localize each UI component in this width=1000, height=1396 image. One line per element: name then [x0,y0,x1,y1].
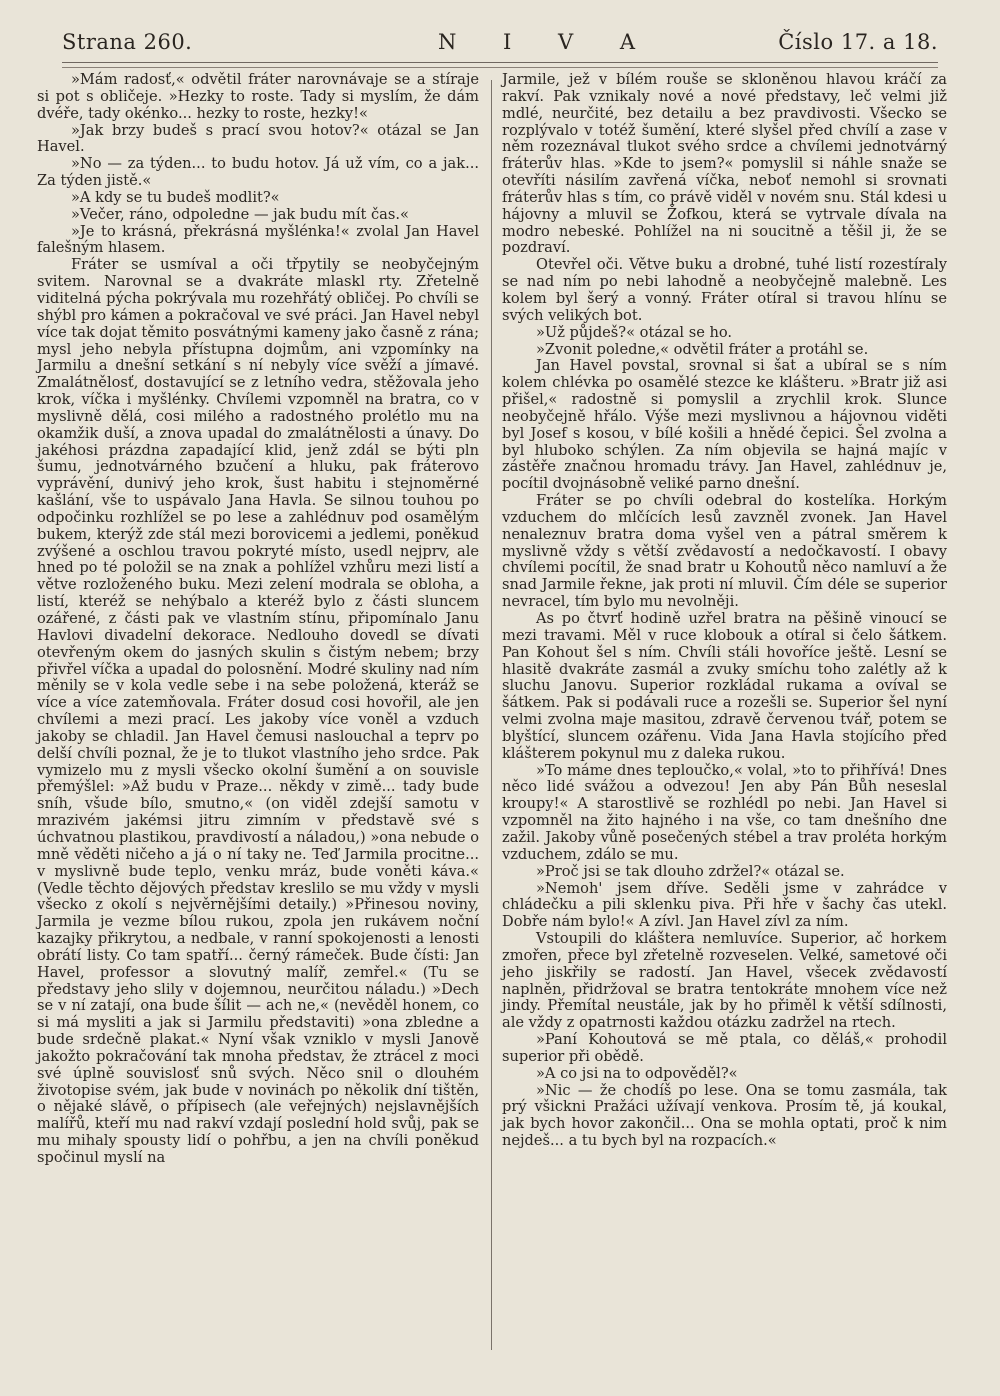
paragraph: »A kdy se tu budeš modlit?« [71,188,280,206]
paragraph: »Nemoh' jsem dříve. Seděli jsme v zahrádce v chládečku a pili sklenku piva. Při hře v šachy čas utekl. Dobře nám bylo!« A zívl. Jan Havel zívl za ním. [502,879,947,931]
paragraph: Otevřel oči. Větve buku a drobné, tuhé listí rozestíraly se nad ním po nebi lahodně a neobyčejně malebně. Les kolem byl šerý a vonný. Fráter otíral si travou hlínu se svých velikých bot. [502,256,947,324]
paragraph: »Zvonit poledne,« odvětil fráter a protáhl se. [536,340,869,358]
paragraph: »To máme dnes teploučko,« volal, »to to přihřívá! Dnes něco lidé svážou a odvezou! Jen aby Pán Bůh neseslal kroupy!« A starostlivě se rozhlédl po nebi. Jan Havel si vzpomněl na žito hajného i na vše, co tam dnešního dne zažil. Jakoby vůně posečených stébel a trav proléta horkým vzduchem, zdálo se mu. [502,761,947,863]
paragraph: Fráter se usmíval a oči třpytily se neobyčejným svitem. Narovnal se a dvakráte mlaskl rty. Zřetelně viditelná pýcha pokrývala mu rozehřátý obličej. Po chvíli se shýbl pro kámen a pokračoval ve své práci. Jan Havel nebyl více tak dojat těmito posvátnými kameny jako časně z rána; mysl jeho nebyla přístupna dojmům, ani vzpomínky na Jarmilu a dnešní setkání s ní nebyly více svěží a jímavé. Zmalátnělosť, dostavující se z letního vedra, stěžovala jeho krok, víčka i myšlénky. Chvílemi vzpomněl na bratra, co v myslivně dělá, cosi milého a radostného prolétlo mu na okamžik duší, a znova upadal do zmalátnělosti a únavy. Do jakéhosi prázdna zapadající klid, jenž zdál se býti pln šumu, jednotvárného bzučení a hluku, pak fráterovo vyprávění, dunivý jeho krok, šust habitu i stejnoměrné kašlání, vše to uspávalo Jana Havla. Se silnou touhou po odpočinku rozhlížel se po lese a zahlédnuv pod osamělým bukem, kterýž zde stál mezi borovicemi a jedlemi, poněkud zvýšené a oschlou travou pokryté místo, usedl nejprv, ale hned po té položil se na znak a pohlížel vzhůru mezi listí a větve rozloženého buku. Mezi zelení modrala se obloha, a listí, kteréž se nehýbalo a kteréž bylo z části sluncem ozářené, z části pak ve vlastním stínu, připomínalo Janu Havlovi divadelní dekorace. Nedlouho dovedl se dívati otevřeným okem do jasných skulin s čistým nebem; brzy přivřel víčka a upadal do polosnění. Modré skuliny nad ním měnily se v kola vedle sebe i na sebe položená, kteráž se více a více zatemňovala. Fráter dosud cosi hovořil, ale jen chvílemi a mezi prací. Les jakoby více voněl a vzduch jakoby se chladil. Jan Havel čemusi naslouchal a teprv po delší chvíli poznal, že je to tlukot vlastního jeho srdce. Pak vymizelo mu z mysli všecko okolní šumění a on souvisle přemýšlel: »Až budu v Praze... někdy v zimě... tady bude sníh, všude bílo, smutno,« (on viděl zdejší samotu v mrazivém jakémsi jitru zimním v představě své s úchvatnou plastikou, pravdivostí a náladou,) »ona nebude o mně věděti ničeho a já o ní taky ne. Teď Jarmila procitne... v myslivně bude teplo, venku mráz, bude voněti káva.« (Vedle těchto dějových představ kreslilo se mu vždy v mysli všecko z okolí s nejvěrnějšími detaily.) »Přinesou noviny, Jarmila je vezme bílou rukou, zpola jen rukávem noční kazajky přikrytou, a nedbale, v ranní spokojenosti a lenosti obrátí listy. Co tam spatří... černý rámeček. Bude čísti: Jan Havel, professor a slovutný malíř, zemřel.« (Tu se představy jeho slily v dojemnou, neurčitou náladu.) »Dech se v ní zatají, ona bude šílit — ach ne,« (nevěděl honem, co si má mysliti a jak si Jarmilu představiti) »ona zbledne a bude srdečně plakat.« Nyní však vzniklo v mysli Janově jakožto pokračování tak mnoha představ, že ztrácel z moci své úplně souvislosť snů svých. Něco snil o dlouhém životopise svém, jak bude v novinách po několik dní tištěn, o nějaké slávě, o přípisech (ale veřejných) nejslavnějších malířů, kteří mu nad rakví vzdají poslední hold svůj, pak se mu mihaly spousty lidí o pohřbu, a jen na chvíli poněkud spočinul myslí na [37,256,479,1166]
paragraph: As po čtvrť hodině uzřel bratra na pěšině vinoucí se mezi travami. Měl v ruce klobouk a otíral si čelo šátkem. Pan Kohout šel s ním. Chvíli stáli hovoříce ještě. Lesní se hlasitě dvakráte zasmál a zvuky smíchu toho zalétly až k sluchu Janovu. Superior rozkládal rukama a ovíval se šátkem. Pak si podávali ruce a rozešli se. Superior šel nyní velmi zvolna maje masitou, zdravě červenou tvář, potem se blyštící, sluncem ozářenu. Vida Jana Havla stojícího před klášterem pokynul mu z daleka rukou. [502,610,947,762]
paragraph: »Paní Kohoutová se mě ptala, co děláš,« prohodil superior při obědě. [502,1031,947,1065]
column-divider [491,80,492,1350]
paragraph: »Jak brzy budeš s prací svou hotov?« otázal se Jan Havel. [37,121,479,156]
paragraph: »Večer, ráno, odpoledne — jak budu mít čas.« [71,205,409,223]
page-header [62,26,938,60]
paragraph: »No — za týden... to budu hotov. Já už vím, co a jak... Za týden jistě.« [37,155,479,190]
paragraph: »Proč jsi se tak dlouho zdržel?« otázal se. [536,862,845,880]
paragraph: »Je to krásná, překrásná myšlénka!« zvolal Jan Havel falešným hlasem. [37,222,479,257]
paragraph: Jan Havel povstal, srovnal si šat a ubíral se s ním kolem chlévka po osamělé stezce ke klášteru. »Bratr již asi přišel,« radostně si pomyslil a zrychlil krok. Slunce neobyčejně hřálo. Výše mezi myslivnou a hájovnou viděti byl Josef s kosou, v bílé košili a hnědé čepici. Šel zvolna a byl hluboko schýlen. Za ním objevila se hajná majíc v zástěře značnou hromadu trávy. Jan Havel, zahlédnuv je, pocítil dvojnásobně veliké parno dnešní. [502,357,947,493]
publication-title: N I V A [438,30,656,54]
page-number: Strana 260. [62,30,193,54]
paragraph: »Nic — že chodíš po lese. Ona se tomu zasmála, tak prý všickni Pražáci užívají venkova. Prosím tě, já koukal, jak bych hovor zakončil... Ona se mohla optati, proč k nim nejdeš... a tu bych byl na rozpacích.« [502,1081,947,1150]
left-column [37,72,479,1167]
paragraph: »Mám radosť,« odvětil fráter narovnávaje se a stíraje si pot s obličeje. »Hezky to roste. Tady si myslím, že dám dvéře, tady okénko... hezky to roste, hezky!« [37,71,479,122]
right-column [502,72,947,1150]
issue-number: Číslo 17. a 18. [778,30,938,54]
paragraph: Vstoupili do kláštera nemluvíce. Superior, ač horkem zmořen, přece byl zřetelně rozveselen. Velké, sametové oči jeho jiskřily se radostí. Jan Havel, všecek zvědavostí naplněn, přidržoval se bratra tentokráte mnohem více než jindy. Přemítal neustále, jak by ho přiměl k větší sdílnosti, ale vždy z opatrnosti každou otázku zadržel na rtech. [502,930,947,1032]
paragraph: »Už půjdeš?« otázal se ho. [536,323,733,341]
paragraph: Fráter se po chvíli odebral do kostelíka. Horkým vzduchem do mlčících lesů zavzněl zvonek. Jan Havel nenaleznuv bratra doma vyšel ven a pátral směrem k myslivně vždy s větší zvědavostí a nedočkavostí. I obavy chvílemi pocítil, že snad bratr u Kohoutů něco namluví a že snad Jarmile řekne, jak proti ní mluvil. Čím déle se superior nevracel, tím bylo mu nevolněji. [502,492,947,611]
paragraph: Jarmile, jež v bílém rouše se skloněnou hlavou kráčí za rakví. Pak vznikaly nové a nové představy, leč velmi již mdlé, neurčité, bez detailu a bez pravdivosti. Všecko se rozplývalo v totéž šumění, které slyšel před chvílí a zase v něm rozeznával tlukot svého srdce a chvílemi jednotvárný fráterův hlas. »Kde to jsem?« pomyslil si náhle snaže se otevříti násilím zavřená víčka, neboť nemohl si srovnati fráterův hlas s tím, co právě viděl v novém snu. Stál kdesi u hájovny a mluvil se Žofkou, která se vytrvale dívala na modro nebeské. Pohlížel na ni soucitně a těšil ji, že se pozdraví. [502,71,947,257]
paragraph: »A co jsi na to odpověděl?« [536,1064,738,1082]
header-rule [62,62,938,68]
